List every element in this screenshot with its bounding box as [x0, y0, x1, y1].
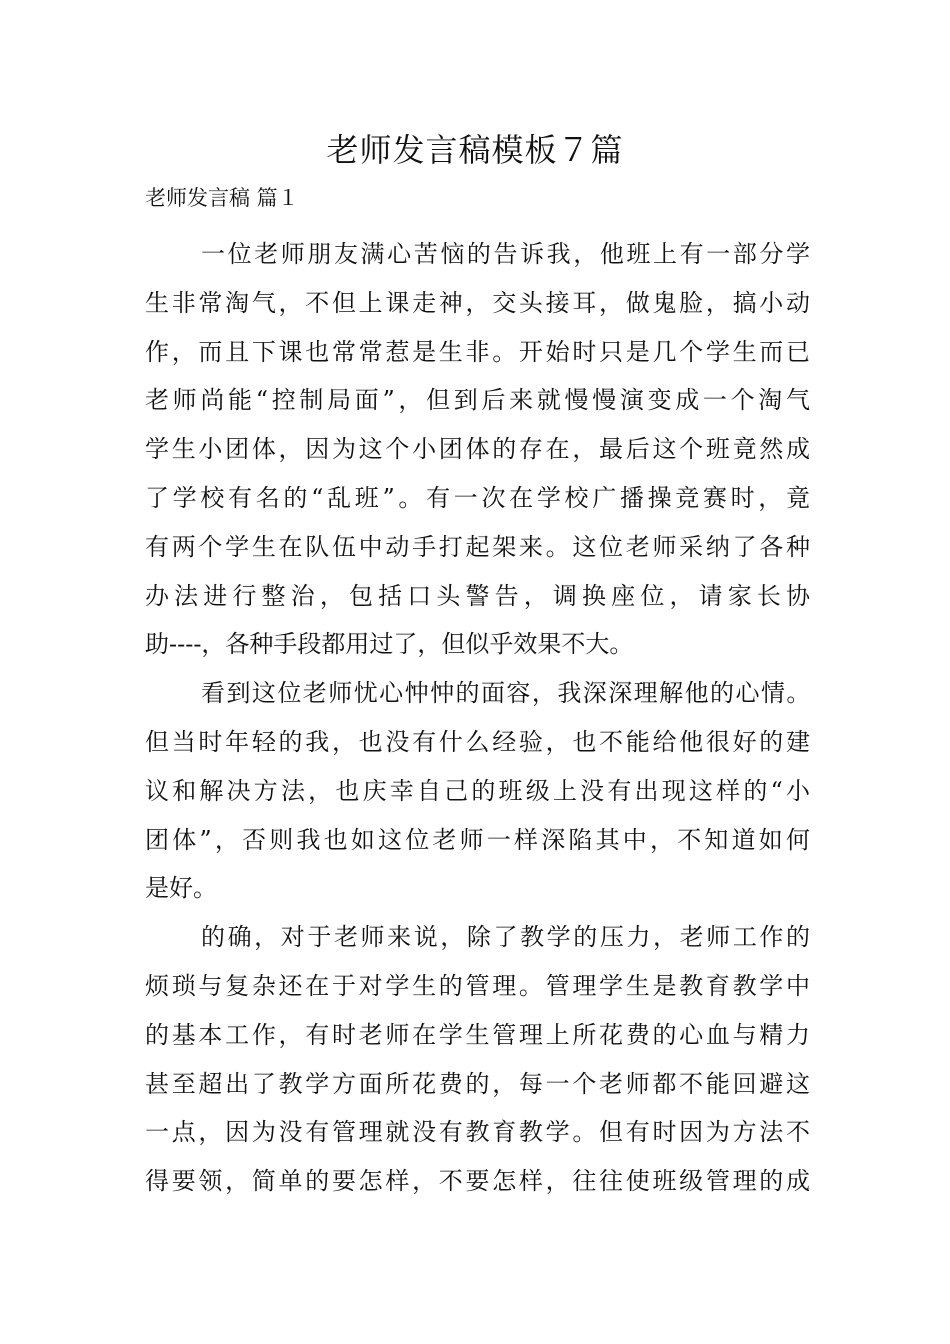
paragraph-line: 议和解决方法，也庆幸自己的班级上没有出现这样的“小	[145, 776, 810, 805]
paragraph-line: 一位老师朋友满心苦恼的告诉我，他班上有一部分学	[201, 240, 810, 268]
paragraph-2	[145, 669, 810, 913]
paragraph-line: 有两个学生在队伍中动手打起架来。这位老师采纳了各种	[145, 532, 810, 561]
paragraph-line: 但当时年轻的我，也没有什么经验，也不能给他很好的建	[145, 727, 810, 756]
paragraph-line: 得要领，简单的要怎样，不要怎样，往往使班级管理的成	[145, 1167, 810, 1196]
section-heading: 老师发言稿 篇１	[145, 186, 299, 210]
paragraph-3	[145, 913, 810, 1206]
document-body	[145, 230, 810, 1206]
paragraph-line: 一点，因为没有管理就没有教育教学。但有时因为方法不	[145, 1118, 810, 1147]
paragraph-line: 是好。	[145, 874, 217, 903]
document-title: 老师发言稿模板７篇	[326, 131, 624, 169]
paragraph-line: 看到这位老师忧心忡忡的面容，我深深理解他的心情。	[201, 679, 810, 708]
paragraph-1	[145, 230, 810, 669]
paragraph-line: 助----，各种手段都用过了，但似乎效果不大。	[145, 630, 634, 659]
paragraph-line: 了学校有名的“乱班”。有一次在学校广播操竞赛时，竟	[145, 483, 810, 512]
paragraph-line: 作，而且下课也常常惹是生非。开始时只是几个学生而已	[145, 337, 810, 366]
paragraph-line: 生非常淘气，不但上课走神，交头接耳，做鬼脸，搞小动	[145, 288, 810, 317]
paragraph-line: 学生小团体，因为这个小团体的存在，最后这个班竟然成	[145, 435, 810, 464]
paragraph-line: 烦琐与复杂还在于对学生的管理。管理学生是教育教学中	[145, 971, 810, 1000]
paragraph-line: 团体”，否则我也如这位老师一样深陷其中，不知道如何	[145, 825, 810, 854]
paragraph-line: 办法进行整治，包括口头警告，调换座位，请家长协	[145, 581, 810, 610]
paragraph-line: 甚至超出了教学方面所花费的，每一个老师都不能回避这	[145, 1069, 810, 1098]
paragraph-line: 的确，对于老师来说，除了教学的压力，老师工作的	[201, 923, 810, 952]
paragraph-line: 老师尚能“控制局面”，但到后来就慢慢演变成一个淘气	[145, 386, 810, 415]
paragraph-line: 的基本工作，有时老师在学生管理上所花费的心血与精力	[145, 1020, 810, 1049]
